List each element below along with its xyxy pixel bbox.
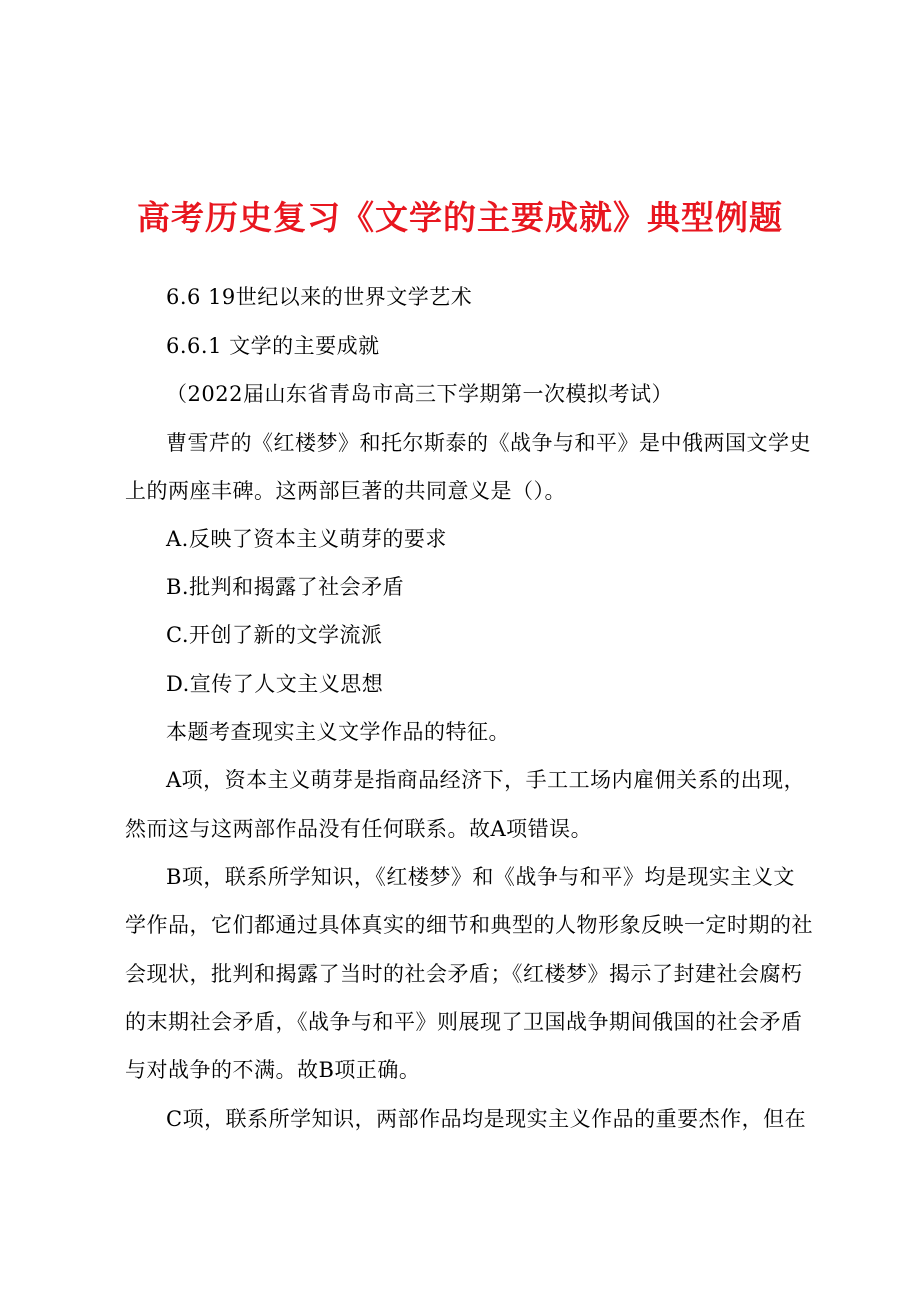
option-a: A.反映了资本主义萌芽的要求 bbox=[166, 527, 447, 551]
analysis-b-line: 的末期社会矛盾，《战争与和平》则展现了卫国战争期间俄国的社会矛盾 bbox=[125, 1010, 803, 1034]
section-heading: 6.6 19世纪以来的世界文学艺术 bbox=[166, 285, 473, 309]
analysis-a-line: 然而这与这两部作品没有任何联系。故A项错误。 bbox=[125, 817, 593, 841]
option-d: D.宣传了人文主义思想 bbox=[166, 672, 384, 696]
document-title: 高考历史复习《文学的主要成就》典型例题 bbox=[137, 198, 783, 237]
analysis-b-line: B项，联系所学知识，《红楼梦》和《战争与和平》均是现实主义文 bbox=[166, 865, 795, 889]
question-text-line: 曹雪芹的《红楼梦》和托尔斯泰的《战争与和平》是中俄两国文学史 bbox=[166, 431, 811, 455]
analysis-c-line: C项，联系所学知识，两部作品均是现实主义作品的重要杰作，但在 bbox=[166, 1107, 807, 1131]
question-source: （2022届山东省青岛市高三下学期第一次模拟考试） bbox=[166, 382, 673, 406]
option-b: B.批判和揭露了社会矛盾 bbox=[166, 575, 405, 599]
analysis-a-line: A项，资本主义萌芽是指商品经济下，手工工场内雇佣关系的出现， bbox=[166, 768, 806, 792]
analysis-intro: 本题考查现实主义文学作品的特征。 bbox=[166, 720, 510, 744]
option-c: C.开创了新的文学流派 bbox=[166, 623, 383, 647]
analysis-b-line: 学作品，它们都通过具体真实的细节和典型的人物形象反映一定时期的社 bbox=[125, 913, 813, 937]
subsection-heading: 6.6.1 文学的主要成就 bbox=[166, 334, 380, 358]
question-text-line: 上的两座丰碑。这两部巨著的共同意义是（）。 bbox=[125, 479, 566, 503]
analysis-b-line: 与对战争的不满。故B项正确。 bbox=[125, 1058, 421, 1082]
analysis-b-line: 会现状，批判和揭露了当时的社会矛盾；《红楼梦》揭示了封建社会腐朽 bbox=[125, 962, 803, 986]
